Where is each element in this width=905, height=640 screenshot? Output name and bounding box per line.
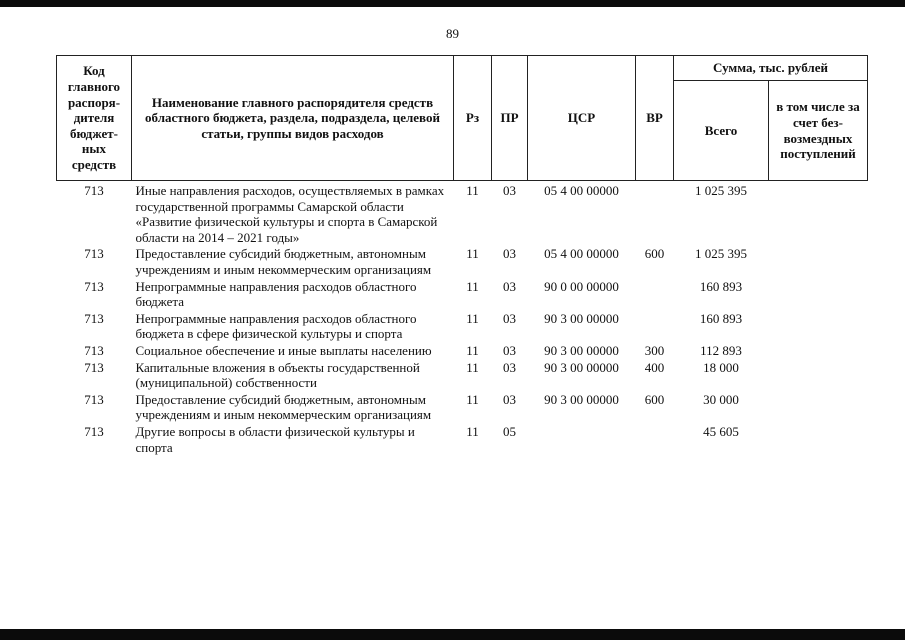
cell-csr: 90 3 00 00000 bbox=[544, 342, 619, 358]
cell-code: 713 bbox=[84, 391, 104, 407]
cell-gratis bbox=[769, 279, 868, 311]
table-body bbox=[57, 181, 868, 457]
header-total: Всего bbox=[674, 81, 769, 181]
cell-code: 713 bbox=[84, 183, 104, 198]
cell-rz: 11 bbox=[466, 310, 479, 326]
table-row bbox=[57, 424, 868, 456]
cell-name: Непрограммные направления расходов областного бюджета в сфере физической культуры и спорта bbox=[135, 310, 417, 342]
header-vr: ВР bbox=[636, 56, 674, 181]
table-row bbox=[57, 343, 868, 360]
cell-name: Социальное обеспечение и иные выплаты населению bbox=[135, 342, 432, 358]
cell-vr: 600 bbox=[644, 246, 665, 262]
cell-csr: 05 4 00 00000 bbox=[544, 246, 619, 262]
cell-gratis bbox=[769, 424, 868, 456]
table-row bbox=[57, 360, 868, 392]
cell-code: 713 bbox=[84, 423, 104, 439]
cell-pr: 05 bbox=[503, 423, 516, 439]
cell-name: Предоставление субсидий бюджетным, автономным учреждениям и иным некоммерческим организациям bbox=[135, 391, 432, 423]
cell-vr: 400 bbox=[644, 359, 665, 375]
table-row bbox=[57, 392, 868, 424]
cell-csr: 90 3 00 00000 bbox=[544, 310, 619, 326]
table-row bbox=[57, 246, 868, 278]
cell-code: 713 bbox=[84, 246, 104, 262]
cell-name: Предоставление субсидий бюджетным, автономным учреждениям и иным некоммерческим организациям bbox=[135, 246, 432, 277]
cell-total: 1 025 395 bbox=[695, 183, 747, 198]
cell-rz: 11 bbox=[466, 278, 479, 294]
cell-total: 112 893 bbox=[700, 342, 742, 358]
cell-rz: 11 bbox=[466, 391, 479, 407]
cell-name: Другие вопросы в области физической культуры и спорта bbox=[135, 423, 415, 455]
cell-vr: 300 bbox=[644, 342, 665, 358]
cell-name: Непрограммные направления расходов областного бюджета bbox=[135, 278, 417, 310]
cell-vr bbox=[636, 279, 674, 311]
table-row bbox=[57, 279, 868, 311]
cell-vr: 600 bbox=[644, 391, 665, 407]
cell-csr bbox=[528, 424, 636, 456]
cell-vr bbox=[636, 311, 674, 343]
cell-gratis bbox=[769, 360, 868, 392]
cell-csr: 05 4 00 00000 bbox=[544, 183, 619, 198]
header-code: Код главного распоря-дителя бюджет-ных средств bbox=[57, 56, 132, 181]
cell-rz: 11 bbox=[466, 423, 479, 439]
header-gratis: в том числе за счет без-возмездных поступлений bbox=[769, 81, 868, 181]
cell-gratis bbox=[769, 311, 868, 343]
cell-pr: 03 bbox=[503, 359, 516, 375]
cell-code: 713 bbox=[84, 278, 104, 294]
page-number: 89 bbox=[446, 26, 459, 41]
header-sum: Сумма, тыс. рублей bbox=[674, 56, 868, 81]
cell-gratis bbox=[769, 343, 868, 360]
header-pr: ПР bbox=[492, 56, 528, 181]
cell-total: 160 893 bbox=[699, 310, 743, 326]
cell-rz: 11 bbox=[466, 342, 479, 358]
cell-total: 30 000 bbox=[703, 391, 739, 407]
table-row bbox=[57, 181, 868, 247]
cell-total: 1 025 395 bbox=[695, 246, 747, 262]
scan-edge-bottom bbox=[0, 629, 905, 640]
cell-rz: 11 bbox=[466, 246, 479, 262]
cell-csr: 90 0 00 00000 bbox=[544, 278, 619, 294]
cell-pr: 03 bbox=[503, 342, 516, 358]
cell-pr: 03 bbox=[503, 310, 516, 326]
cell-total: 18 000 bbox=[703, 359, 739, 375]
cell-csr: 90 3 00 00000 bbox=[544, 391, 619, 407]
header-rz: Рз bbox=[454, 56, 492, 181]
header-name: Наименование главного распорядителя средств областного бюджета, раздела, подраздела, целевой статьи, группы видов расходов bbox=[132, 56, 454, 181]
cell-csr: 90 3 00 00000 bbox=[544, 359, 619, 375]
cell-pr: 03 bbox=[503, 183, 516, 198]
cell-name: Иные направления расходов, осуществляемых в рамках государственной программы Самарской области «Развитие физической культуры и спорта в Самарской области на 2014 – 2021 годы» bbox=[135, 183, 445, 245]
header-csr: ЦСР bbox=[528, 56, 636, 181]
cell-gratis bbox=[769, 392, 868, 424]
cell-pr: 03 bbox=[503, 391, 516, 407]
cell-pr: 03 bbox=[503, 246, 516, 262]
cell-vr bbox=[636, 181, 674, 247]
cell-rz: 11 bbox=[466, 359, 479, 375]
cell-gratis bbox=[769, 246, 868, 278]
budget-table bbox=[56, 55, 868, 456]
cell-code: 713 bbox=[84, 359, 104, 375]
cell-code: 713 bbox=[84, 310, 104, 326]
scan-edge-top bbox=[0, 0, 905, 7]
cell-code: 713 bbox=[84, 342, 104, 358]
cell-gratis bbox=[769, 181, 868, 247]
cell-name: Капитальные вложения в объекты государственной (муниципальной) собственности bbox=[135, 359, 420, 391]
cell-pr: 03 bbox=[503, 278, 516, 294]
cell-total: 45 605 bbox=[703, 423, 739, 439]
cell-vr bbox=[636, 424, 674, 456]
cell-rz: 11 bbox=[466, 183, 479, 198]
table-row bbox=[57, 311, 868, 343]
cell-total: 160 893 bbox=[699, 278, 743, 294]
